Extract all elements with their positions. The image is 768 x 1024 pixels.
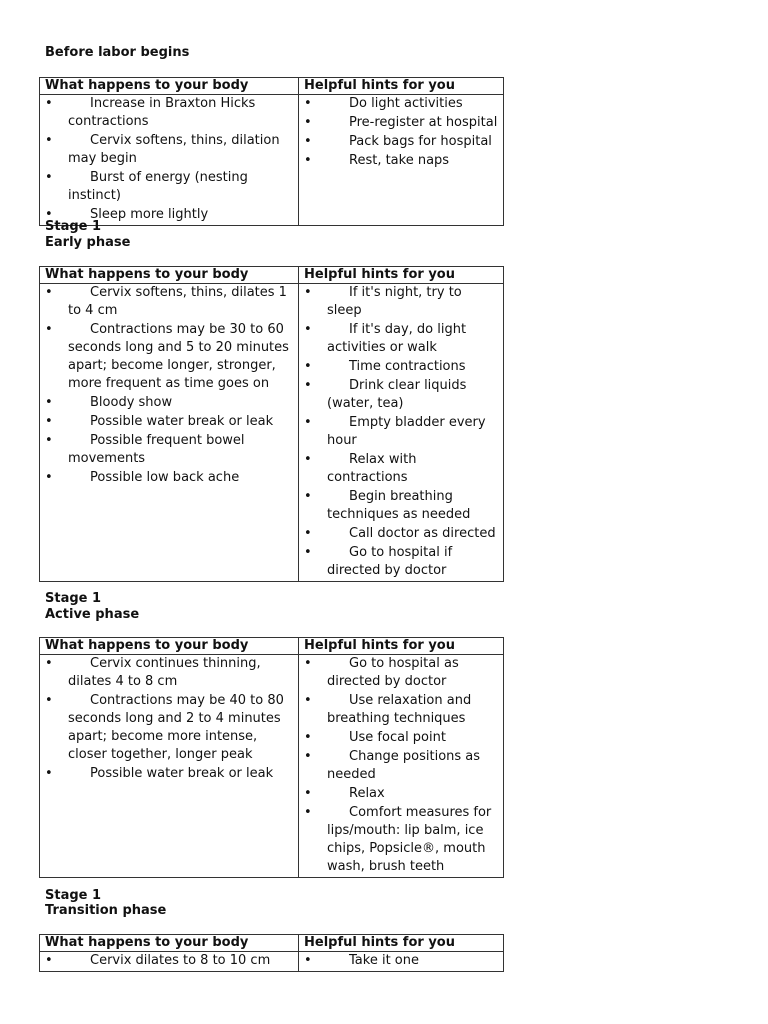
bullet-list	[304, 952, 498, 970]
bullet-icon: •	[304, 378, 312, 393]
list-item	[45, 394, 293, 412]
column-header-body: What happens to your body	[40, 267, 299, 284]
list-item	[304, 692, 498, 728]
list-item	[45, 413, 293, 431]
list-item	[304, 729, 498, 747]
bullet-icon: •	[304, 526, 312, 541]
list-item-text: If it's day, do light activities or walk	[327, 322, 467, 355]
bullet-icon: •	[45, 656, 53, 671]
bullet-icon: •	[304, 134, 312, 149]
list-item	[304, 414, 498, 450]
bullet-icon: •	[304, 285, 312, 300]
phase-table	[39, 637, 504, 878]
bullet-icon: •	[45, 766, 53, 781]
column-header-body: What happens to your body	[40, 935, 299, 952]
list-item-text: Burst of energy (nesting instinct)	[68, 170, 248, 203]
section-subtitle: Early phase	[45, 235, 131, 250]
body-cell	[40, 95, 299, 226]
list-item	[45, 169, 293, 205]
list-item	[45, 432, 293, 468]
body-cell	[40, 952, 299, 972]
bullet-icon: •	[45, 322, 53, 337]
list-item	[304, 952, 498, 970]
bullet-icon: •	[304, 415, 312, 430]
list-item-text: Contractions may be 40 to 80 seconds long and 2 to 4 minutes apart; become more intense, closer together, longer peak	[68, 693, 284, 762]
list-item-text: Pre-register at hospital	[349, 115, 498, 130]
body-cell	[40, 284, 299, 582]
list-item-text: Time contractions	[349, 359, 466, 374]
list-item-text: Possible water break or leak	[90, 414, 274, 429]
list-item	[304, 451, 498, 487]
bullet-icon: •	[304, 786, 312, 801]
bullet-icon: •	[45, 414, 53, 429]
list-item	[304, 804, 498, 876]
list-item	[304, 544, 498, 580]
list-item	[304, 748, 498, 784]
list-item-text: Drink clear liquids (water, tea)	[327, 378, 467, 411]
list-item	[45, 765, 293, 783]
list-item	[45, 95, 293, 131]
list-item-text: Empty bladder every hour	[327, 415, 486, 448]
bullet-list	[45, 95, 293, 224]
bullet-icon: •	[304, 359, 312, 374]
bullet-icon: •	[304, 730, 312, 745]
list-item-text: Cervix continues thinning, dilates 4 to 8 cm	[68, 656, 261, 689]
list-item-text: Pack bags for hospital	[349, 134, 492, 149]
list-item-text: Take it one	[349, 953, 419, 968]
phase-table	[39, 266, 504, 582]
hints-cell	[299, 655, 504, 878]
list-item-text: Begin breathing techniques as needed	[327, 489, 471, 522]
bullet-icon: •	[45, 395, 53, 410]
bullet-icon: •	[304, 693, 312, 708]
list-item	[304, 114, 498, 132]
list-item	[304, 358, 498, 376]
column-header-hints: Helpful hints for you	[299, 267, 504, 284]
list-item-text: Change positions as needed	[327, 749, 481, 782]
bullet-icon: •	[304, 489, 312, 504]
bullet-icon: •	[45, 953, 53, 968]
list-item	[304, 133, 498, 151]
list-item-text: Cervix softens, thins, dilates 1 to 4 cm	[68, 285, 287, 318]
bullet-list	[304, 95, 498, 170]
bullet-icon: •	[304, 96, 312, 111]
list-item	[304, 655, 498, 691]
list-item-text: Use focal point	[349, 730, 446, 745]
list-item	[304, 152, 498, 170]
bullet-icon: •	[304, 749, 312, 764]
hints-cell	[299, 952, 504, 972]
bullet-list	[304, 655, 498, 876]
list-item	[304, 95, 498, 113]
list-item-text: Possible low back ache	[90, 470, 240, 485]
body-cell	[40, 655, 299, 878]
section-title: Stage 1	[45, 591, 102, 606]
list-item	[304, 284, 498, 320]
list-item	[45, 952, 293, 970]
list-item-text: Comfort measures for lips/mouth: lip balm, ice chips, Popsicle®, mouth wash, brush teeth	[327, 805, 492, 874]
list-item	[45, 692, 293, 764]
list-item	[45, 321, 293, 393]
list-item-text: Go to hospital as directed by doctor	[327, 656, 459, 689]
list-item	[45, 132, 293, 168]
list-item	[45, 655, 293, 691]
section-title: Stage 1	[45, 219, 102, 234]
phase-table	[39, 77, 504, 226]
list-item-text: Increase in Braxton Hicks contractions	[68, 96, 256, 129]
list-item-text: Contractions may be 30 to 60 seconds long and 5 to 20 minutes apart; become longer, stronger, more frequent as time goes on	[68, 322, 289, 391]
list-item-text: Relax with contractions	[327, 452, 417, 485]
section-subtitle: Transition phase	[45, 903, 167, 918]
section-subtitle: Active phase	[45, 607, 140, 622]
bullet-icon: •	[304, 153, 312, 168]
column-header-hints: Helpful hints for you	[299, 638, 504, 655]
bullet-icon: •	[304, 656, 312, 671]
bullet-list	[45, 284, 293, 487]
hints-cell	[299, 95, 504, 226]
list-item-text: Rest, take naps	[349, 153, 450, 168]
list-item	[304, 785, 498, 803]
column-header-hints: Helpful hints for you	[299, 935, 504, 952]
list-item	[304, 525, 498, 543]
list-item-text: Bloody show	[90, 395, 173, 410]
list-item-text: Sleep more lightly	[90, 207, 209, 222]
bullet-icon: •	[304, 805, 312, 820]
bullet-icon: •	[304, 545, 312, 560]
bullet-icon: •	[304, 953, 312, 968]
bullet-icon: •	[45, 207, 53, 222]
hints-cell	[299, 284, 504, 582]
list-item-text: Cervix softens, thins, dilation may begin	[68, 133, 280, 166]
column-header-hints: Helpful hints for you	[299, 78, 504, 95]
list-item-text: Possible frequent bowel movements	[68, 433, 245, 466]
column-header-body: What happens to your body	[40, 78, 299, 95]
list-item-text: Possible water break or leak	[90, 766, 274, 781]
list-item-text: Relax	[349, 786, 385, 801]
list-item	[304, 377, 498, 413]
list-item	[45, 284, 293, 320]
list-item	[304, 488, 498, 524]
list-item-text: If it's night, try to sleep	[327, 285, 462, 318]
bullet-icon: •	[45, 285, 53, 300]
bullet-icon: •	[45, 96, 53, 111]
list-item-text: Call doctor as directed	[349, 526, 496, 541]
list-item-text: Do light activities	[349, 96, 463, 111]
bullet-list	[45, 655, 293, 783]
bullet-icon: •	[45, 470, 53, 485]
bullet-icon: •	[45, 170, 53, 185]
list-item-text: Use relaxation and breathing techniques	[327, 693, 472, 726]
bullet-icon: •	[304, 452, 312, 467]
phase-table	[39, 934, 504, 972]
bullet-icon: •	[304, 322, 312, 337]
bullet-icon: •	[45, 133, 53, 148]
bullet-icon: •	[45, 433, 53, 448]
section-title: Before labor begins	[45, 45, 190, 60]
list-item-text: Go to hospital if directed by doctor	[327, 545, 453, 578]
section-title: Stage 1	[45, 888, 102, 903]
list-item	[304, 321, 498, 357]
list-item	[45, 469, 293, 487]
column-header-body: What happens to your body	[40, 638, 299, 655]
bullet-icon: •	[45, 693, 53, 708]
bullet-list	[304, 284, 498, 580]
bullet-icon: •	[304, 115, 312, 130]
bullet-list	[45, 952, 293, 970]
list-item-text: Cervix dilates to 8 to 10 cm	[90, 953, 271, 968]
